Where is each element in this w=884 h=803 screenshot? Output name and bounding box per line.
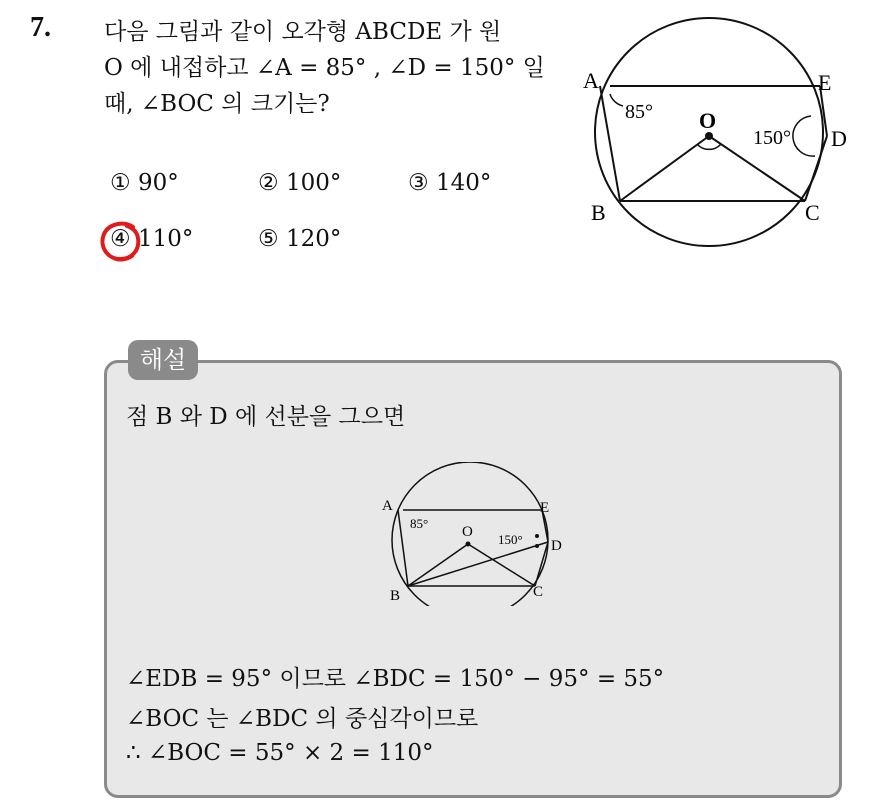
sol-angle-d: 150° [498, 532, 523, 547]
sol-label-c: C [533, 584, 544, 600]
label-o: O [699, 108, 717, 133]
choice-5-text: 120° [285, 226, 342, 252]
question-text [104, 14, 564, 122]
choice-2-mark: ② [258, 170, 279, 196]
choice-2[interactable] [258, 170, 341, 196]
question-line-2: O 에 내접하고 ∠A = 85° , ∠D = 150° 일 [104, 55, 545, 81]
sol-label-b: B [390, 588, 401, 604]
label-d: D [831, 126, 847, 151]
label-a: A [583, 68, 599, 93]
solution-line-1: ∠EDB = 95° 이므로 ∠BDC = 150° − 95° = 55° [126, 666, 665, 692]
angle-a-arc [610, 94, 623, 106]
answer-circle-icon [99, 219, 143, 263]
center-point [705, 132, 713, 140]
choice-5[interactable] [258, 226, 341, 252]
solution-intro: 점 B 와 D 에 선분을 그으면 [126, 404, 406, 430]
angle-d-arc [793, 116, 815, 156]
choice-1-mark: ① [110, 170, 131, 196]
question-line-3: 때, ∠BOC 의 크기는? [104, 91, 330, 117]
solution-figure [370, 462, 570, 606]
question-number: 7. [30, 12, 51, 43]
sol-label-o: O [462, 524, 473, 540]
solution-tag: 해설 [128, 340, 198, 380]
choice-1-text: 90° [137, 170, 179, 196]
label-c: C [805, 200, 820, 225]
angle-d-label: 150° [753, 127, 791, 149]
sol-label-e: E [540, 500, 550, 516]
choice-3-mark: ③ [408, 170, 429, 196]
choice-2-text: 100° [285, 170, 342, 196]
question-line-1: 다음 그림과 같이 오각형 ABCDE 가 원 [104, 19, 502, 45]
choice-4-mark: ④ [110, 226, 131, 252]
sol-label-d: D [551, 538, 562, 554]
angle-o-arc [697, 144, 721, 149]
sol-label-a: A [382, 498, 393, 514]
pentagon-figure [575, 8, 865, 270]
choice-1[interactable] [110, 170, 179, 196]
label-e: E [818, 70, 832, 95]
solution-line-3: ∴ ∠BOC = 55° × 2 = 110° [126, 740, 434, 766]
choice-3-text: 140° [435, 170, 492, 196]
angle-a-label: 85° [625, 101, 653, 123]
choice-3[interactable] [408, 170, 491, 196]
choice-4-text: 110° [137, 226, 194, 252]
solution-line-2: ∠BOC 는 ∠BDC 의 중심각이므로 [126, 706, 479, 732]
choice-5-mark: ⑤ [258, 226, 279, 252]
sol-angle-a: 85° [410, 516, 429, 531]
label-b: B [591, 200, 606, 225]
